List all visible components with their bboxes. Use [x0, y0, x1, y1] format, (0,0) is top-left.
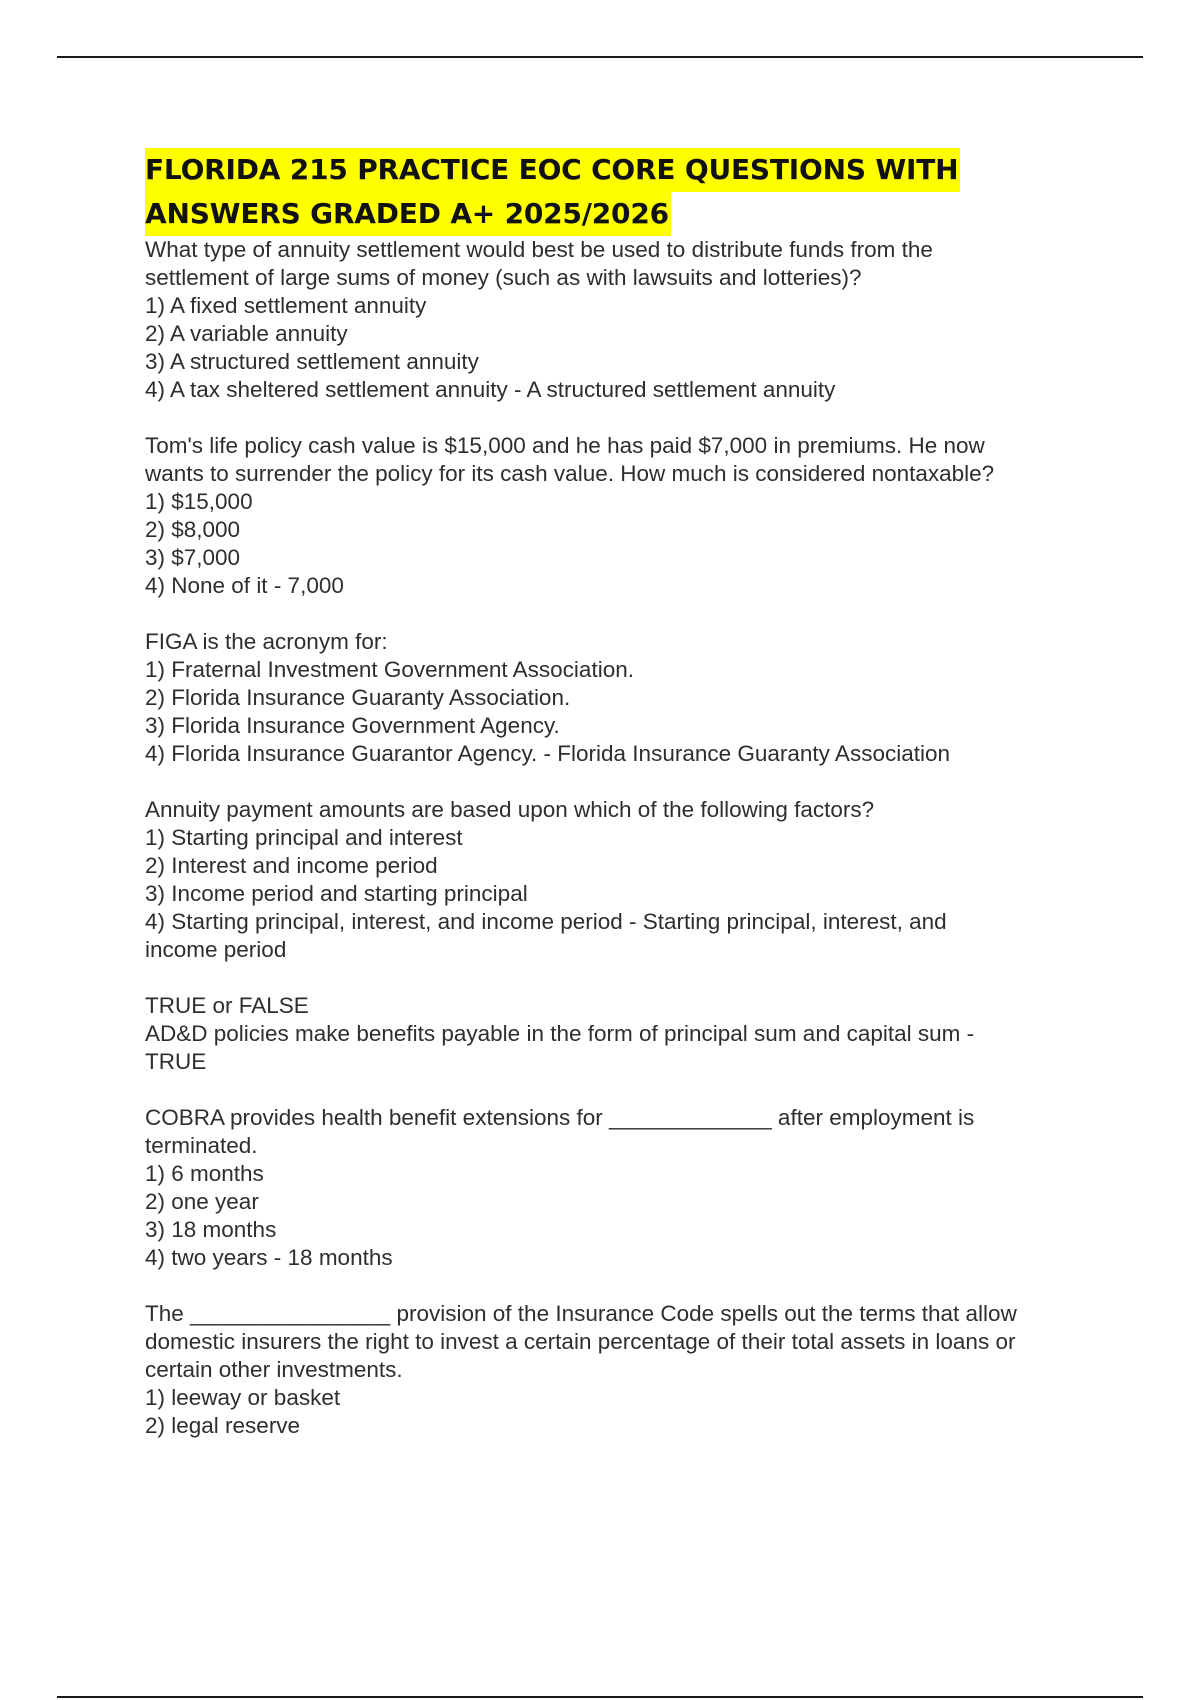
option-line: 3) 18 months — [145, 1217, 277, 1242]
option-line: 2) $8,000 — [145, 517, 241, 542]
option-line: 2) A variable annuity — [145, 321, 348, 346]
question-line: AD&D policies make benefits payable in the form of principal sum and capital sum - — [145, 1021, 975, 1046]
option-line: 1) Fraternal Investment Government Association. — [145, 657, 634, 682]
option-answer-line: income period — [145, 937, 287, 962]
document-body — [145, 148, 1105, 1440]
question-list — [145, 236, 1105, 1440]
option-line: 2) one year — [145, 1189, 259, 1214]
option-answer-line: 4) Starting principal, interest, and income period - Starting principal, interest, and — [145, 909, 947, 934]
question-block — [145, 1104, 1105, 1272]
question-block — [145, 628, 1105, 768]
question-line: The ________________ provision of the Insurance Code spells out the terms that allow — [145, 1301, 1017, 1326]
option-answer-line: 4) None of it - 7,000 — [145, 573, 344, 598]
option-line: 3) A structured settlement annuity — [145, 349, 479, 374]
option-line: 2) Interest and income period — [145, 853, 438, 878]
question-line: What type of annuity settlement would best be used to distribute funds from the — [145, 237, 933, 262]
answer-line: TRUE — [145, 1049, 207, 1074]
option-answer-line: 4) two years - 18 months — [145, 1245, 393, 1270]
question-line: domestic insurers the right to invest a certain percentage of their total assets in loans or — [145, 1329, 1016, 1354]
question-line: Tom's life policy cash value is $15,000 and he has paid $7,000 in premiums. He now — [145, 433, 985, 458]
question-line: terminated. — [145, 1133, 258, 1158]
question-block — [145, 992, 1105, 1076]
question-block — [145, 432, 1105, 600]
option-line: 3) $7,000 — [145, 545, 241, 570]
question-block — [145, 1300, 1105, 1440]
option-line: 1) $15,000 — [145, 489, 253, 514]
question-line: COBRA provides health benefit extensions for _____________ after employment is — [145, 1105, 975, 1130]
question-block — [145, 796, 1105, 964]
question-block — [145, 236, 1105, 404]
question-line: Annuity payment amounts are based upon which of the following factors? — [145, 797, 875, 822]
option-line: 1) leeway or basket — [145, 1385, 341, 1410]
option-line: 1) A fixed settlement annuity — [145, 293, 427, 318]
top-rule — [57, 56, 1143, 58]
question-line: wants to surrender the policy for its cash value. How much is considered nontaxable? — [145, 461, 995, 486]
option-answer-line: 4) Florida Insurance Guarantor Agency. - Florida Insurance Guaranty Association — [145, 741, 950, 766]
question-line: TRUE or FALSE — [145, 993, 309, 1018]
document-title — [145, 148, 1105, 236]
option-line: 3) Florida Insurance Government Agency. — [145, 713, 560, 738]
title-line-2: ANSWERS GRADED A+ 2025/2026 — [145, 192, 671, 236]
option-line: 1) 6 months — [145, 1161, 264, 1186]
option-line: 2) Florida Insurance Guaranty Association. — [145, 685, 571, 710]
title-line-1: FLORIDA 215 PRACTICE EOC CORE QUESTIONS WITH — [145, 148, 960, 192]
option-line: 3) Income period and starting principal — [145, 881, 528, 906]
option-line: 2) legal reserve — [145, 1413, 301, 1438]
option-answer-line: 4) A tax sheltered settlement annuity - A structured settlement annuity — [145, 377, 836, 402]
bottom-rule — [57, 1696, 1143, 1698]
option-line: 1) Starting principal and interest — [145, 825, 463, 850]
question-line: settlement of large sums of money (such as with lawsuits and lotteries)? — [145, 265, 862, 290]
question-line: certain other investments. — [145, 1357, 403, 1382]
question-line: FIGA is the acronym for: — [145, 629, 388, 654]
